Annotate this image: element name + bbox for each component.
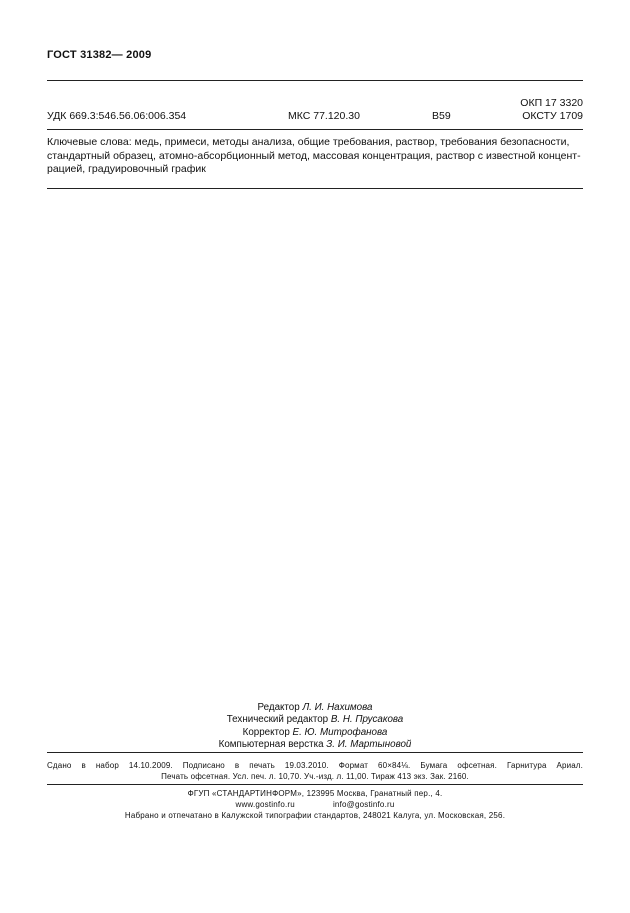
publication-info [47,760,583,782]
publication-divider [47,784,583,785]
top-divider [47,80,583,81]
printer-info [0,788,630,821]
mks-code: МКС 77.120.30 [288,110,360,122]
keywords-line-3: рацией, градуировочный график [47,163,206,176]
tech-editor-label: Технический редактор [226,714,329,726]
keywords-line-1: Ключевые слова: медь, примеси, методы анализа, общие требования, раствор, требования безопасности, [47,136,570,148]
publisher-address: ФГУП «СТАНДАРТИНФОРМ», 123995 Москва, Гранатный пер., 4. [187,789,443,798]
editor-label: Редактор [257,702,300,713]
udk-code: УДК 669.3:546.56.06:006.354 [47,110,187,122]
okstu-code: ОКСТУ 1709 [522,110,583,122]
tech-editor-name: В. Н. Прусакова [330,714,404,726]
publication-line-2: Печать офсетная. Усл. печ. л. 10,70. Уч.-изд. л. 11,00. Тираж 413 экз. Зак. 2160. [161,772,469,781]
keywords-line-2: стандартный образец, атомно-абсорбционный метод, массовая концентрация, раствор с известной концент- [47,149,581,162]
publication-line-1: Сдано в набор 14.10.2009. Подписано в печать 19.03.2010. Формат 60×84⅛. Бумага офсетная. Гарнитура Ариал. [47,761,583,770]
layout-row [0,739,630,751]
group-code: В59 [432,110,451,122]
printing-house: Набрано и отпечатано в Калужской типографии стандартов, 248021 Калуга, ул. Московская, 256. [124,811,506,820]
website-link[interactable]: www.gostinfo.ru [235,800,295,809]
layout-name: З. И. Мартыновой [326,739,412,751]
editor-row [0,702,630,714]
classification-row [47,110,583,124]
editor-name: Л. И. Нахимова [302,702,373,713]
email-link[interactable]: info@gostinfo.ru [332,800,395,809]
standard-code: ГОСТ 31382— 2009 [47,49,152,61]
corrector-row [0,727,630,739]
classification-divider [47,129,583,130]
credits-divider [47,752,583,753]
credits-block [0,702,630,752]
corrector-name: Е. Ю. Митрофанова [292,726,388,738]
tech-editor-row [0,714,630,726]
okp-code: ОКП 17 3320 [520,97,583,109]
layout-label: Компьютерная верстка [218,739,324,751]
keywords-paragraph [47,136,585,177]
keywords-divider [47,188,583,189]
corrector-label: Корректор [242,726,290,738]
contact-row [0,799,630,810]
